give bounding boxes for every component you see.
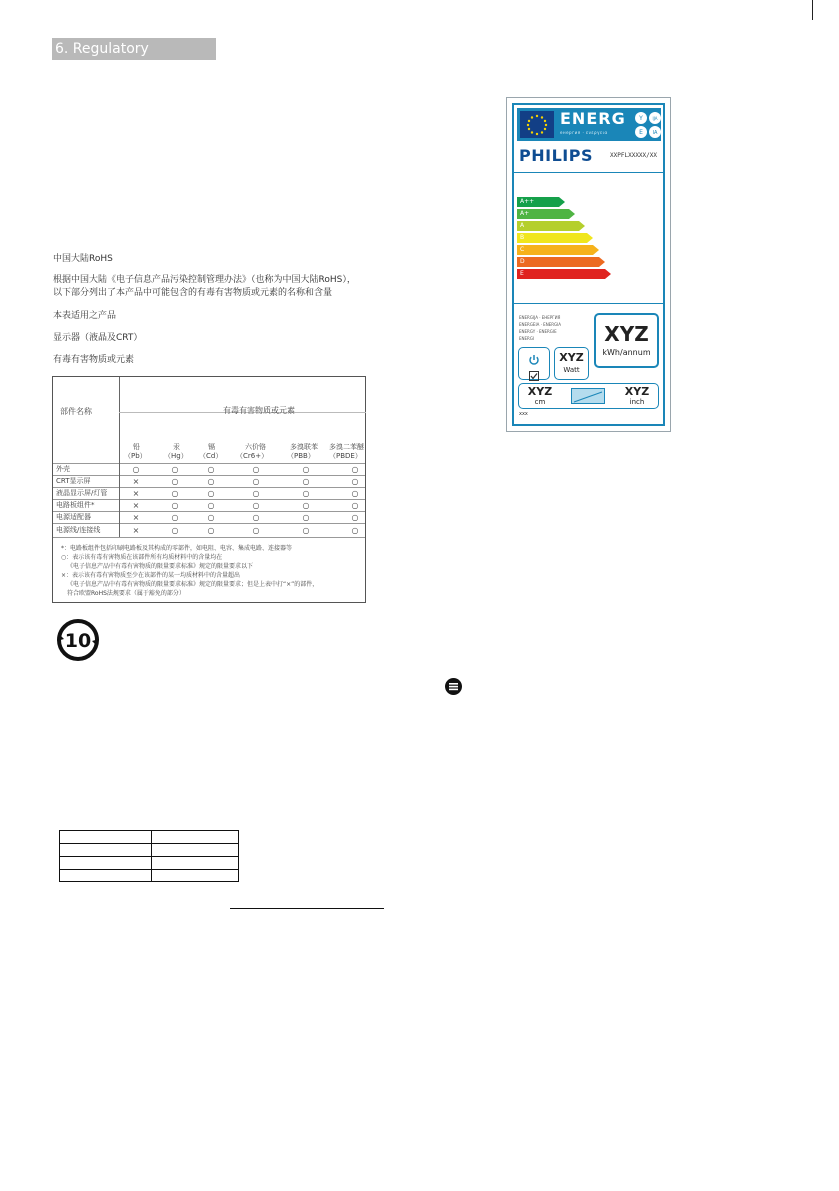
hazardous-substances-table bbox=[52, 376, 366, 603]
table-cell-mark: ○ bbox=[171, 513, 179, 522]
table-note: *：电路板组件包括印刷电路板及其构成的零部件，如电阻、电容、集成电路、连接器等 bbox=[61, 545, 293, 552]
energy-label bbox=[506, 97, 671, 432]
table-cell-mark: ○ bbox=[171, 489, 179, 498]
table-cell-mark: ○ bbox=[302, 477, 310, 486]
energy-grade: A+ bbox=[517, 209, 569, 219]
table-cell-mark: ○ bbox=[351, 489, 359, 498]
table-cell-mark: ○ bbox=[252, 489, 260, 498]
model-number: XXPFLXXXXX/XX bbox=[610, 152, 657, 159]
table-cell-mark: ○ bbox=[132, 465, 140, 474]
substance-name: 汞 bbox=[173, 443, 180, 451]
screen-inch-value: XYZ bbox=[624, 385, 650, 398]
energy-label-title: ENERG bbox=[560, 109, 626, 128]
power-box bbox=[554, 347, 589, 380]
environment-protection-use-period-icon bbox=[55, 617, 101, 663]
table-cell-mark: ○ bbox=[302, 489, 310, 498]
table-cell-mark: ○ bbox=[171, 477, 179, 486]
energy-label-header bbox=[517, 108, 661, 141]
substance-symbol: （Hg） bbox=[164, 452, 188, 460]
table-cell-mark: × bbox=[132, 477, 140, 486]
table-cell-mark: ○ bbox=[171, 501, 179, 510]
energy-grade: A++ bbox=[517, 197, 559, 207]
substance-name: 六价铬 bbox=[245, 443, 266, 451]
eu-flag-icon bbox=[520, 111, 554, 138]
rohs-substances-heading: 有毒有害物质或元素 bbox=[53, 355, 135, 365]
substance-name: 多溴二苯醚 bbox=[329, 443, 364, 451]
table-note: 《电子信息产品中有毒有害物质的限量要求标准》规定的限量要求；但是上表中打“×”的部件， bbox=[67, 581, 319, 588]
power-icon bbox=[528, 351, 540, 363]
energy-word: ENERGY · ENERGIE bbox=[519, 329, 557, 334]
substance-symbol: （PBDE） bbox=[329, 452, 362, 460]
annual-consumption-value: XYZ bbox=[604, 322, 649, 346]
svg-text:E: E bbox=[639, 129, 643, 136]
table-cell-mark: ○ bbox=[302, 513, 310, 522]
svg-text:IJA: IJA bbox=[652, 116, 658, 121]
screen-cm-value: XYZ bbox=[527, 385, 553, 398]
table-cell-mark: ○ bbox=[302, 526, 310, 535]
language-letters bbox=[634, 111, 662, 139]
table-row-part: 外壳 bbox=[56, 465, 70, 473]
table-cell-mark: × bbox=[132, 526, 140, 535]
table-cell-mark: ○ bbox=[351, 465, 359, 474]
table-cell-mark: ○ bbox=[351, 477, 359, 486]
table-note: ×：表示该有毒有害物质至少在该部件的某一均质材料中的含量超出 bbox=[61, 572, 241, 579]
svg-text:Y: Y bbox=[639, 115, 643, 122]
power-value: XYZ bbox=[559, 351, 584, 364]
annual-consumption-box bbox=[594, 313, 659, 368]
table-cell-mark: ○ bbox=[351, 513, 359, 522]
crop-mark bbox=[812, 0, 813, 20]
table-row-part: CRT显示屏 bbox=[56, 477, 91, 485]
rohs-intro-line1: 根据中国大陆《电子信息产品污染控制管理办法》（也称为中国大陆RoHS）， bbox=[53, 275, 356, 285]
table-note: 《电子信息产品中有毒有害物质的限量要求标准》规定的限量要求以下 bbox=[67, 563, 254, 570]
table-note: 符合欧盟RoHS法规要求（属于豁免的部分） bbox=[67, 590, 185, 597]
energy-grade: D bbox=[517, 257, 599, 267]
substance-symbol: （Cr6+） bbox=[236, 452, 269, 460]
substance-symbol: （Pb） bbox=[124, 452, 147, 460]
svg-text:IA: IA bbox=[652, 130, 658, 136]
table-cell-mark: ○ bbox=[171, 526, 179, 535]
substances-group-header: 有毒有害物质或元素 bbox=[223, 406, 295, 415]
screen-size-box bbox=[518, 383, 659, 409]
rohs-product: 显示器（液晶及CRT） bbox=[53, 333, 143, 343]
table-cell-mark: ○ bbox=[351, 501, 359, 510]
rohs-intro-line2: 以下部分列出了本产品中可能包含的有毒有害物质或元素的名称和含量 bbox=[53, 288, 333, 298]
table-cell-mark: × bbox=[132, 513, 140, 522]
table-cell-mark: ○ bbox=[252, 513, 260, 522]
epup-number: 10 bbox=[64, 630, 92, 652]
rohs-heading: 中国大陆RoHS bbox=[53, 254, 113, 264]
energy-grade: A bbox=[517, 221, 579, 231]
energy-word: ENERGIJA · ЕНЕРГИЯ bbox=[519, 315, 561, 320]
table-cell-mark: ○ bbox=[351, 526, 359, 535]
brand-logo: PHILIPS bbox=[519, 146, 593, 165]
energy-label-subtitle: енергия · ενεργεια bbox=[560, 130, 608, 135]
table-cell-mark: ○ bbox=[252, 477, 260, 486]
table-row-part: 液晶显示屏/灯管 bbox=[56, 489, 108, 497]
table-cell-mark: ○ bbox=[252, 465, 260, 474]
substance-name: 铅 bbox=[133, 443, 140, 451]
substance-symbol: （PBB） bbox=[287, 452, 315, 460]
energy-grade: E bbox=[517, 269, 605, 279]
screen-cm-unit: cm bbox=[534, 398, 546, 406]
table-cell-mark: ○ bbox=[207, 477, 215, 486]
screen-inch-unit: inch bbox=[629, 398, 645, 406]
table-cell-mark: × bbox=[132, 489, 140, 498]
substance-name: 多溴联苯 bbox=[290, 443, 318, 451]
energy-word: ENERGI bbox=[519, 336, 535, 341]
table-cell-mark: ○ bbox=[207, 513, 215, 522]
table-cell-mark: × bbox=[132, 501, 140, 510]
table-cell-mark: ○ bbox=[171, 465, 179, 474]
standby-box bbox=[518, 347, 550, 380]
energy-label-footer: xxx bbox=[519, 411, 528, 417]
table-row-part: 电源线/连接线 bbox=[56, 526, 101, 534]
table-note: ○：表示该有毒有害物质在该部件所有均质材料中的含量均在 bbox=[61, 554, 223, 561]
screen-diagonal-icon bbox=[571, 388, 605, 404]
energy-grade: C bbox=[517, 245, 593, 255]
table-cell-mark: ○ bbox=[252, 501, 260, 510]
section-title: 6. Regulatory Infomation bbox=[52, 38, 216, 60]
table-cell-mark: ○ bbox=[302, 501, 310, 510]
table-cell-mark: ○ bbox=[252, 526, 260, 535]
table-cell-mark: ○ bbox=[207, 465, 215, 474]
table-row-part: 电源适配器 bbox=[56, 513, 91, 521]
note-icon bbox=[445, 678, 462, 695]
annual-consumption-unit: kWh/annum bbox=[602, 348, 651, 357]
underline-rule bbox=[230, 908, 384, 909]
power-unit: Watt bbox=[563, 366, 580, 374]
checkbox-icon bbox=[529, 366, 539, 376]
table-cell-mark: ○ bbox=[207, 489, 215, 498]
substance-name: 镉 bbox=[208, 443, 215, 451]
part-name-header: 部件名称 bbox=[60, 407, 92, 416]
substance-symbol: （Cd） bbox=[199, 452, 223, 460]
table-cell-mark: ○ bbox=[302, 465, 310, 474]
table-cell-mark: ○ bbox=[207, 526, 215, 535]
energy-grade: B bbox=[517, 233, 587, 243]
table-row-part: 电路板组件* bbox=[56, 501, 95, 509]
table-cell-mark: ○ bbox=[207, 501, 215, 510]
rohs-applies-to: 本表适用之产品 bbox=[53, 311, 117, 321]
energy-word: ENERGEIA · ENERGIA bbox=[519, 322, 562, 327]
empty-table bbox=[59, 830, 239, 882]
